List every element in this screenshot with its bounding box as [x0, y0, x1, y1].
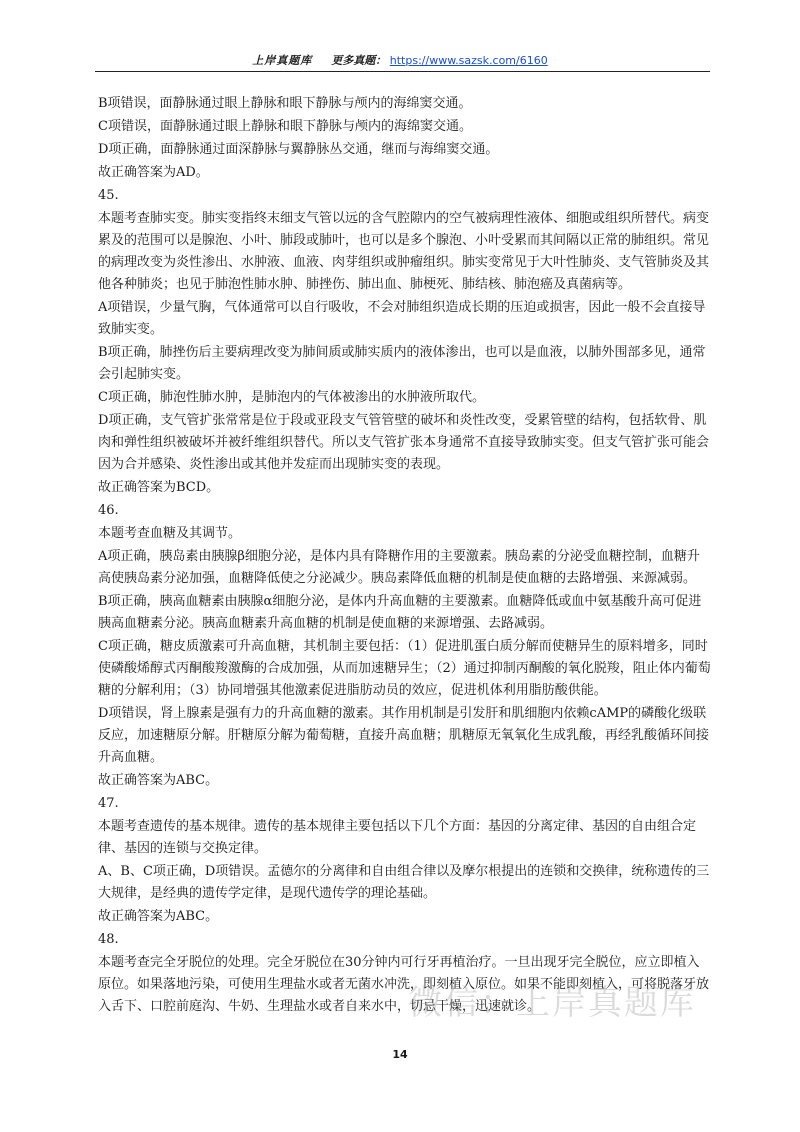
paragraph: A项正确，胰岛素由胰腺β细胞分泌，是体内具有降糖作用的主要激素。胰岛素的分泌受血糖控制，血糖升高使胰岛素分泌加强，血糖降低使之分泌减少。胰岛素降低血糖的机制是使血糖的去路增强、来源减弱。 — [98, 549, 700, 586]
paragraph: C项正确，肺泡性肺水肿，是肺泡内的气体被渗出的水肿液所取代。 — [98, 390, 485, 405]
watermark: 微信：上岸真题库 — [408, 983, 696, 1023]
answer-line: 故正确答案为ABC。 — [98, 773, 219, 788]
paragraph: A、B、C项正确，D项错误。孟德尔的分离律和自由组合律以及摩尔根提出的连锁和交换律，统称遗传的三大规律，是经典的遗传学定律，是现代遗传学的理论基础。 — [98, 864, 710, 901]
paragraph: 本题考查完全牙脱位的处理。完全牙脱位在30分钟内可行牙再植治疗。一旦出现牙完全脱位，应立即植入原位。如果落地污染，可使用生理盐水或者无菌水冲洗，即刻植入原位。如果不能即刻植入，可将脱落牙放入舌下、口腔前庭沟、牛奶、生理盐水或者自来水中，切忌干燥，迅速就诊。 — [98, 955, 710, 1014]
paragraph: 本题考查血糖及其调节。 — [98, 526, 242, 541]
paragraph: D项正确，支气管扩张常常是位于段或亚段支气管管壁的破坏和炎性改变，受累管壁的结构，包括软骨、肌肉和弹性组织被破坏并被纤维组织替代。所以支气管扩张本身通常不直接导致肺实变。但支气管扩张可能会因为合并感染、炎性渗出或其他并发症而出现肺实变的表现。 — [98, 413, 710, 472]
paragraph: A项错误，少量气胸，气体通常可以自行吸收，不会对肺组织造成长期的压迫或损害，因此一般不会直接导致肺实变。 — [98, 300, 706, 337]
question-number: 47. — [98, 796, 119, 811]
answer-line: 故正确答案为AD。 — [98, 165, 209, 180]
paragraph: C项错误，面静脉通过眼上静脉和眼下静脉与颅内的海绵窦交通。 — [98, 119, 472, 134]
page-number: 14 — [392, 1048, 408, 1061]
header-url-link[interactable]: https://www.sazsk.com/6160 — [389, 54, 548, 67]
paragraph: D项正确，面静脉通过面深静脉与翼静脉丛交通，继而与海绵窦交通。 — [98, 142, 499, 157]
paragraph: B项错误，面静脉通过眼上静脉和眼下静脉与颅内的海绵窦交通。 — [98, 96, 472, 111]
paragraph: C项正确，糖皮质激素可升高血糖，其机制主要包括：（1）促进肌蛋白质分解而使糖异生的原料增多，同时使磷酸烯醇式丙酮酸羧激酶的合成加强，从而加速糖异生；（2）通过抑制丙酮酸的氧化脱羧，阻止体内葡萄糖的分解利用；（3）协同增强其他激素促进脂肪动员的效应，促进机体利用脂肪酸供能。 — [98, 639, 711, 698]
paragraph: B项正确，胰高血糖素由胰腺α细胞分泌，是体内升高血糖的主要激素。血糖降低或血中氨基酸升高可促进胰高血糖素分泌。胰高血糖素升高血糖的机制是使血糖的来源增强、去路减弱。 — [98, 594, 702, 631]
paragraph: B项正确，肺挫伤后主要病理改变为肺间质或肺实质内的液体渗出，也可以是血液，以肺外围部多见，通常会引起肺实变。 — [98, 345, 706, 382]
paragraph: 本题考查遗传的基本规律。遗传的基本规律主要包括以下几个方面：基因的分离定律、基因的自由组合定律、基因的连锁与交换定律。 — [98, 819, 697, 856]
header-divider — [95, 71, 710, 72]
paragraph: 本题考查肺实变。肺实变指终末细支气管以远的含气腔隙内的空气被病理性液体、细胞或组织所替代。病变累及的范围可以是腺泡、小叶、肺段或肺叶，也可以是多个腺泡、小叶受累而其间隔以正常的肺组织。常见的病理改变为炎性渗出、水肿液、血液、肉芽组织或肿瘤组织。肺实变常见于大叶性肺炎、支气管肺炎及其他各种肺炎；也见于肺泡性肺水肿、肺挫伤、肺出血、肺梗死、肺结核、肺泡癌及真菌病等。 — [98, 211, 710, 292]
question-number: 48. — [98, 932, 119, 947]
header-more-label: 更多真题： — [331, 54, 387, 67]
page-header — [0, 52, 800, 68]
paragraph: D项错误，肾上腺素是强有力的升高血糖的激素。其作用机制是引发肝和肌细胞内依赖cAMP的磷酸化级联反应，加速糖原分解。肝糖原分解为葡萄糖，直接升高血糖；肌糖原无氧氧化生成乳酸，再经乳酸循环间接升高血糖。 — [98, 706, 710, 765]
answer-line: 故正确答案为BCD。 — [98, 480, 220, 495]
document-body — [98, 93, 711, 1019]
answer-line: 故正确答案为ABC。 — [98, 909, 219, 924]
question-number: 46. — [98, 503, 119, 518]
question-number: 45. — [98, 188, 119, 203]
header-brand: 上岸真题库 — [252, 54, 313, 67]
